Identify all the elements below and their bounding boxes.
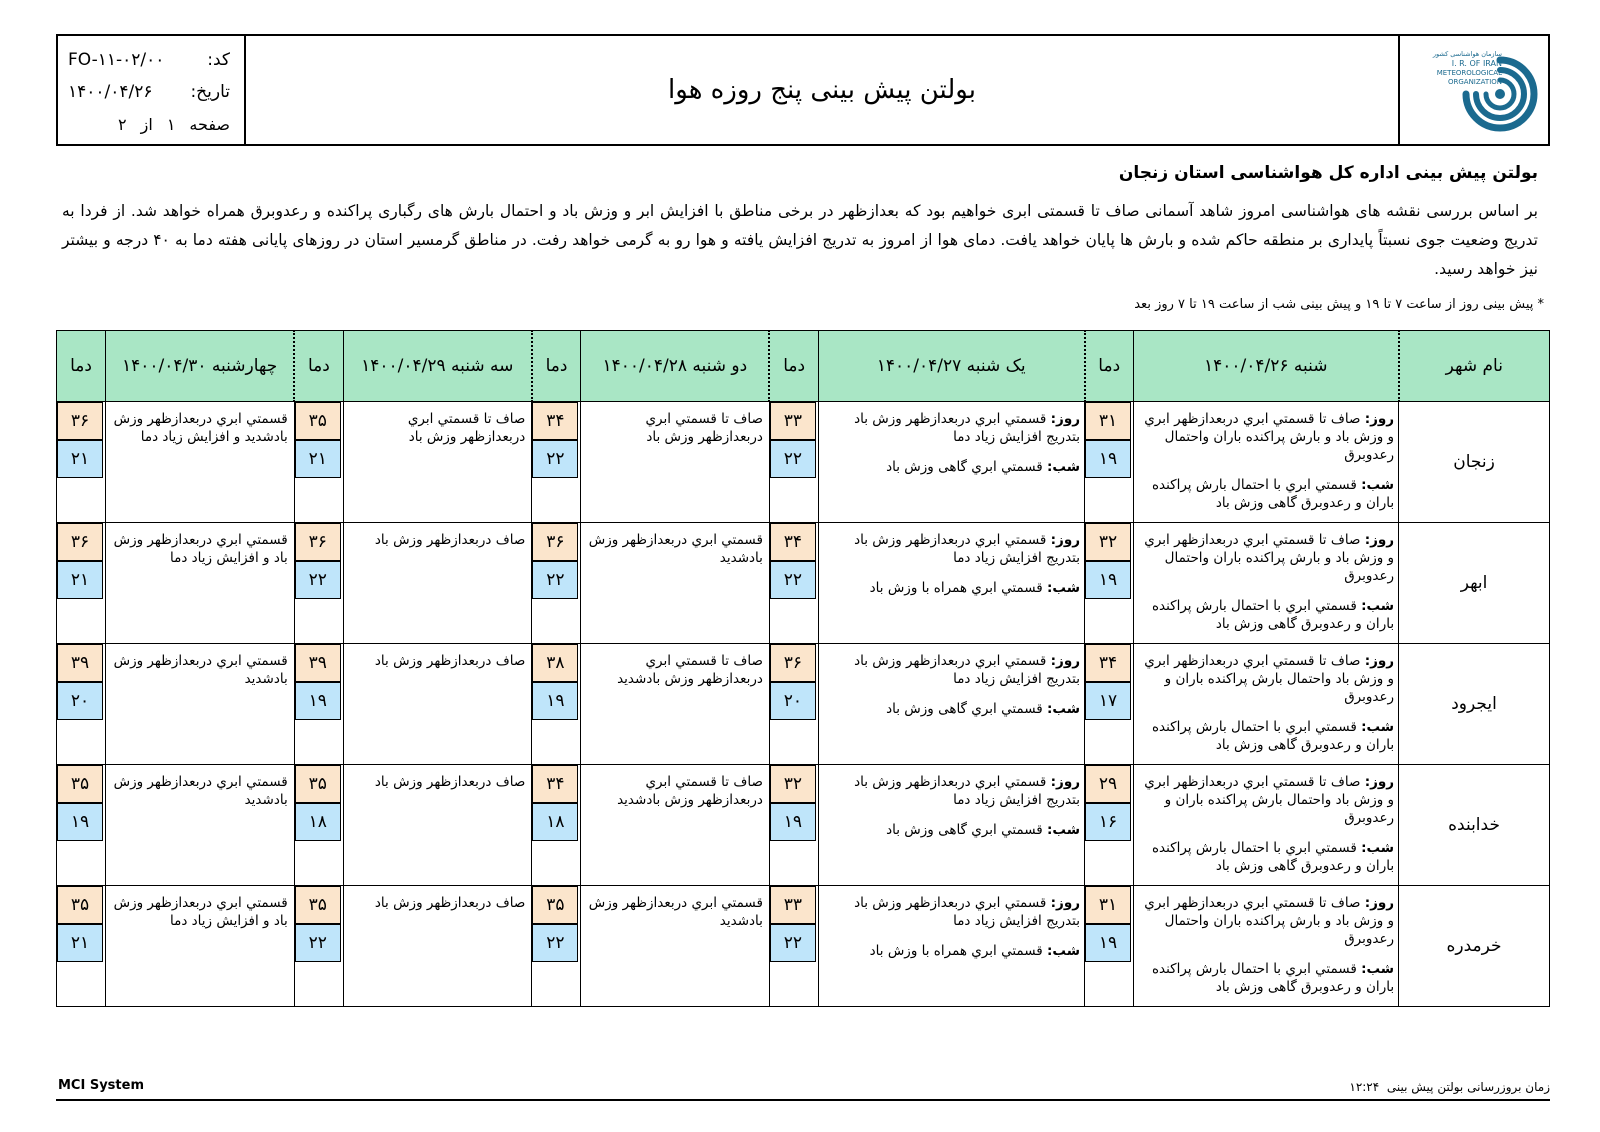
forecast-day4: صاف تا قسمتي ابري دربعدازظهر وزش باد	[343, 402, 532, 523]
forecast-day1	[1133, 886, 1398, 1007]
temp-day2	[769, 765, 818, 886]
min-temp: ۲۲	[532, 561, 578, 599]
max-temp: ۳۴	[1085, 644, 1131, 682]
forecast-day2	[818, 402, 1084, 523]
code-value: FO-۱۱-۰۲/۰۰	[68, 50, 165, 70]
forecast-day2	[818, 886, 1084, 1007]
max-temp: ۳۵	[295, 886, 341, 924]
day-label: روز:	[1364, 895, 1395, 911]
temp-day4	[294, 886, 343, 1007]
day-header-5: چهارشنبه ۱۴۰۰/۰۴/۳۰	[106, 331, 295, 402]
day-forecast: صاف تا قسمتي ابري دربعدازظهر ابري و وزش باد و بارش پراكنده باران واحتمال رعدوبرق	[1144, 532, 1395, 584]
temp-header-2: دما	[769, 331, 818, 402]
night-label: شب:	[1047, 459, 1080, 475]
temp-day4	[294, 644, 343, 765]
forecast-day2	[818, 765, 1084, 886]
update-time	[1349, 1080, 1550, 1094]
temp-day4	[294, 523, 343, 644]
day-forecast: صاف تا قسمتي ابري دربعدازظهر ابري و وزش باد واحتمال بارش پراكنده باران و رعدوبرق	[1144, 774, 1395, 826]
max-temp: ۳۳	[770, 402, 816, 440]
day-forecast: قسمتي ابري دربعدازظهر وزش باد بتدريج افزايش زياد دما	[854, 411, 1080, 445]
temp-day2	[769, 402, 818, 523]
day-label: روز:	[1050, 653, 1080, 669]
city-column-header: نام شهر	[1399, 331, 1550, 402]
max-temp: ۳۹	[295, 644, 341, 682]
night-forecast: قسمتي ابري با احتمال بارش پراكنده باران و رعدوبرق گاهی وزش باد	[1151, 598, 1395, 632]
temp-day5	[57, 765, 106, 886]
logo-line-4: ORGANIZATION	[1447, 78, 1502, 86]
forecast-day5: قسمتي ابري دربعدازظهر وزش بادشديد	[106, 644, 295, 765]
update-time-label: زمان بروزرسانی بولتن پیش بینی	[1386, 1080, 1550, 1094]
day-forecast: صاف تا قسمتي ابري دربعدازظهر ابري و وزش باد و بارش پراكنده باران واحتمال رعدوبرق	[1144, 895, 1395, 947]
temp-day5	[57, 402, 106, 523]
night-label: شب:	[1361, 961, 1395, 977]
forecast-day1	[1133, 644, 1398, 765]
min-temp: ۲۲	[295, 924, 341, 962]
forecast-time-note: * پیش بینی روز از ساعت ۷ تا ۱۹ و پیش بینی شب از ساعت ۱۹ تا ۷ روز بعد	[1134, 297, 1544, 312]
min-temp: ۱۸	[295, 803, 341, 841]
night-label: شب:	[1047, 580, 1080, 596]
night-label: شب:	[1361, 598, 1395, 614]
min-temp: ۱۹	[1085, 924, 1131, 962]
min-temp: ۲۲	[770, 924, 816, 962]
max-temp: ۳۹	[57, 644, 103, 682]
night-label: شب:	[1047, 943, 1080, 959]
code-label: کد:	[207, 50, 230, 70]
forecast-day1	[1133, 523, 1398, 644]
max-temp: ۳۵	[532, 886, 578, 924]
min-temp: ۱۷	[1085, 682, 1131, 720]
logo-line-2: I. R. OF IRAN	[1451, 59, 1502, 68]
temp-header-3: دما	[532, 331, 581, 402]
forecast-day5: قسمتي ابري دربعدازظهر وزش بادشديد	[106, 765, 295, 886]
meteorological-organization-logo	[1398, 36, 1548, 144]
temp-day2	[769, 523, 818, 644]
table-row	[57, 644, 1550, 765]
day-forecast: قسمتي ابري دربعدازظهر وزش باد بتدريج افزايش زياد دما	[854, 532, 1080, 566]
max-temp: ۳۶	[295, 523, 341, 561]
city-name: زنجان	[1399, 402, 1550, 523]
night-forecast: قسمتي ابري با احتمال بارش پراكنده باران و رعدوبرق گاهی وزش باد	[1151, 477, 1395, 511]
day-forecast: قسمتي ابري دربعدازظهر وزش باد بتدريج افزايش زياد دما	[854, 774, 1080, 808]
min-temp: ۱۸	[532, 803, 578, 841]
max-temp: ۳۱	[1085, 886, 1131, 924]
city-name: خرمدره	[1399, 886, 1550, 1007]
night-forecast: قسمتي ابري همراه با وزش باد	[869, 943, 1043, 959]
forecast-day4: صاف دربعدازظهر وزش باد	[343, 765, 532, 886]
day-label: روز:	[1364, 653, 1395, 669]
max-temp: ۳۲	[770, 765, 816, 803]
forecast-day3: قسمتي ابري دربعدازظهر وزش بادشديد	[581, 523, 770, 644]
max-temp: ۳۶	[532, 523, 578, 561]
max-temp: ۳۴	[532, 765, 578, 803]
min-temp: ۱۹	[1085, 561, 1131, 599]
document-info	[58, 36, 246, 144]
min-temp: ۲۰	[770, 682, 816, 720]
max-temp: ۳۴	[770, 523, 816, 561]
night-label: شب:	[1047, 822, 1080, 838]
day-label: روز:	[1364, 532, 1395, 548]
night-forecast: قسمتي ابري همراه با وزش باد	[869, 580, 1043, 596]
max-temp: ۳۶	[770, 644, 816, 682]
temp-day2	[769, 644, 818, 765]
min-temp: ۲۱	[295, 440, 341, 478]
temp-day3	[532, 765, 581, 886]
night-forecast: قسمتي ابري گاهی وزش باد	[886, 822, 1043, 838]
max-temp: ۳۳	[770, 886, 816, 924]
temp-day3	[532, 402, 581, 523]
min-temp: ۲۲	[532, 924, 578, 962]
max-temp: ۳۵	[295, 765, 341, 803]
forecast-day5: قسمتي ابري دربعدازظهر وزش باد و افزايش زياد دما	[106, 523, 295, 644]
system-name: MCI System	[58, 1078, 144, 1093]
forecast-day3: قسمتي ابري دربعدازظهر وزش بادشديد	[581, 886, 770, 1007]
max-temp: ۳۵	[57, 886, 103, 924]
document-header	[56, 34, 1550, 146]
min-temp: ۱۹	[295, 682, 341, 720]
forecast-day5: قسمتي ابري دربعدازظهر وزش بادشديد و افزايش زياد دما	[106, 402, 295, 523]
forecast-day4: صاف دربعدازظهر وزش باد	[343, 644, 532, 765]
table-header-row	[57, 331, 1550, 402]
forecast-day3: صاف تا قسمتي ابري دربعدازظهر وزش بادشديد	[581, 765, 770, 886]
day-label: روز:	[1364, 411, 1395, 427]
day-header-2: یک شنبه ۱۴۰۰/۰۴/۲۷	[818, 331, 1084, 402]
table-row	[57, 402, 1550, 523]
day-label: روز:	[1050, 895, 1080, 911]
min-temp: ۱۶	[1085, 803, 1131, 841]
city-name: ایجرود	[1399, 644, 1550, 765]
temp-day2	[769, 886, 818, 1007]
page-word: صفحه	[189, 114, 230, 134]
night-label: شب:	[1361, 719, 1395, 735]
max-temp: ۳۱	[1085, 402, 1131, 440]
forecast-day1	[1133, 402, 1398, 523]
forecast-day3: صاف تا قسمتي ابري دربعدازظهر وزش باد	[581, 402, 770, 523]
day-forecast: قسمتي ابري دربعدازظهر وزش باد بتدريج افزايش زياد دما	[854, 653, 1080, 687]
forecast-day2	[818, 644, 1084, 765]
logo-line-3: METEOROLOGICAL	[1436, 69, 1502, 77]
city-name: خدابنده	[1399, 765, 1550, 886]
temp-day1	[1085, 644, 1134, 765]
date-label: تاریخ:	[190, 82, 230, 102]
temp-day1	[1085, 402, 1134, 523]
max-temp: ۳۸	[532, 644, 578, 682]
table-row	[57, 523, 1550, 644]
min-temp: ۲۲	[770, 561, 816, 599]
temp-day3	[532, 523, 581, 644]
update-time-value: ۱۲:۲۴	[1349, 1080, 1380, 1094]
bulletin-text: بر اساس بررسی نقشه های هواشناسی امروز شاهد آسمانی صاف تا قسمتی ابری خواهیم بود که بعدازظهر در برخی مناطق با افزایش ابر و وزش باد و احتمال بارش های رگباری پراکنده و رعدوبرق همراه خواهد شد. از فردا به تدریج وضعیت جوی نسبتاً پایداری بر منطقه حاکم شده و بارش ها پایان خواهد یافت. دمای هوا از امروز به تدریج افزایش یافته و هوا رو به گرمی خواهد رفت. در مناطق گرمسیر استان در روزهای پایانی هفته دما به ۴۰ درجه و بیشتر نیز خواهد رسید.	[62, 202, 1538, 278]
forecast-day5: قسمتي ابري دربعدازظهر وزش باد و افزايش زياد دما	[106, 886, 295, 1007]
forecast-day2	[818, 523, 1084, 644]
min-temp: ۱۹	[770, 803, 816, 841]
city-name: ابهر	[1399, 523, 1550, 644]
page-of: از	[140, 114, 153, 134]
min-temp: ۲۱	[57, 561, 103, 599]
max-temp: ۳۴	[532, 402, 578, 440]
min-temp: ۲۱	[57, 924, 103, 962]
day-header-4: سه شنبه ۱۴۰۰/۰۴/۲۹	[343, 331, 532, 402]
forecast-day4: صاف دربعدازظهر وزش باد	[343, 886, 532, 1007]
bulletin-heading: بولتن پیش بینی اداره کل هواشناسی استان زنجان	[1118, 163, 1538, 183]
temp-day1	[1085, 765, 1134, 886]
day-label: روز:	[1050, 774, 1080, 790]
page-total: ۲	[118, 114, 127, 134]
min-temp: ۱۹	[532, 682, 578, 720]
temp-day4	[294, 402, 343, 523]
temp-day4	[294, 765, 343, 886]
temp-header-5: دما	[57, 331, 106, 402]
min-temp: ۱۹	[1085, 440, 1131, 478]
day-forecast: قسمتي ابري دربعدازظهر وزش باد بتدريج افزايش زياد دما	[854, 895, 1080, 929]
temp-day5	[57, 644, 106, 765]
logo-line-1: سازمان هواشناسی کشور	[1432, 50, 1502, 58]
forecast-day4: صاف دربعدازظهر وزش باد	[343, 523, 532, 644]
page-number: ۱	[166, 114, 176, 134]
day-forecast: صاف تا قسمتي ابري دربعدازظهر ابري و وزش باد و بارش پراكنده باران واحتمال رعدوبرق	[1144, 411, 1395, 463]
night-forecast: قسمتي ابري گاهی وزش باد	[886, 701, 1043, 717]
date-value: ۱۴۰۰/۰۴/۲۶	[68, 82, 153, 102]
footer-divider	[56, 1099, 1550, 1101]
max-temp: ۳۲	[1085, 523, 1131, 561]
temp-day5	[57, 886, 106, 1007]
night-label: شب:	[1047, 701, 1080, 717]
table-row	[57, 765, 1550, 886]
temp-day1	[1085, 886, 1134, 1007]
max-temp: ۳۶	[57, 523, 103, 561]
night-forecast: قسمتي ابري با احتمال بارش پراكنده باران و رعدوبرق گاهی وزش باد	[1151, 961, 1395, 995]
min-temp: ۱۹	[57, 803, 103, 841]
day-label: روز:	[1364, 774, 1395, 790]
night-forecast: قسمتي ابري با احتمال بارش پراكنده باران و رعدوبرق گاهی وزش باد	[1151, 719, 1395, 753]
night-label: شب:	[1361, 477, 1395, 493]
night-label: شب:	[1361, 840, 1395, 856]
temp-header-1: دما	[1085, 331, 1134, 402]
min-temp: ۲۱	[57, 440, 103, 478]
temp-day5	[57, 523, 106, 644]
page-title: بولتن پیش بینی پنج روزه هوا	[668, 75, 976, 105]
temp-day1	[1085, 523, 1134, 644]
forecast-day3: صاف تا قسمتي ابري دربعدازظهر وزش بادشديد	[581, 644, 770, 765]
max-temp: ۳۵	[57, 765, 103, 803]
day-header-3: دو شنبه ۱۴۰۰/۰۴/۲۸	[581, 331, 770, 402]
day-header-1: شنبه ۱۴۰۰/۰۴/۲۶	[1133, 331, 1398, 402]
night-forecast: قسمتي ابري با احتمال بارش پراكنده باران و رعدوبرق گاهی وزش باد	[1151, 840, 1395, 874]
max-temp: ۳۶	[57, 402, 103, 440]
temp-header-4: دما	[294, 331, 343, 402]
day-forecast: صاف تا قسمتي ابري دربعدازظهر ابري و وزش باد واحتمال بارش پراكنده باران و رعدوبرق	[1144, 653, 1395, 705]
logo-emblem	[1406, 42, 1542, 138]
max-temp: ۳۵	[295, 402, 341, 440]
max-temp: ۲۹	[1085, 765, 1131, 803]
min-temp: ۲۲	[770, 440, 816, 478]
forecast-day1	[1133, 765, 1398, 886]
day-label: روز:	[1050, 532, 1080, 548]
temp-day3	[532, 644, 581, 765]
table-row	[57, 886, 1550, 1007]
min-temp: ۲۲	[295, 561, 341, 599]
min-temp: ۲۰	[57, 682, 103, 720]
min-temp: ۲۲	[532, 440, 578, 478]
temp-day3	[532, 886, 581, 1007]
night-forecast: قسمتي ابري گاهی وزش باد	[886, 459, 1043, 475]
day-label: روز:	[1050, 411, 1080, 427]
forecast-table	[56, 330, 1550, 1007]
